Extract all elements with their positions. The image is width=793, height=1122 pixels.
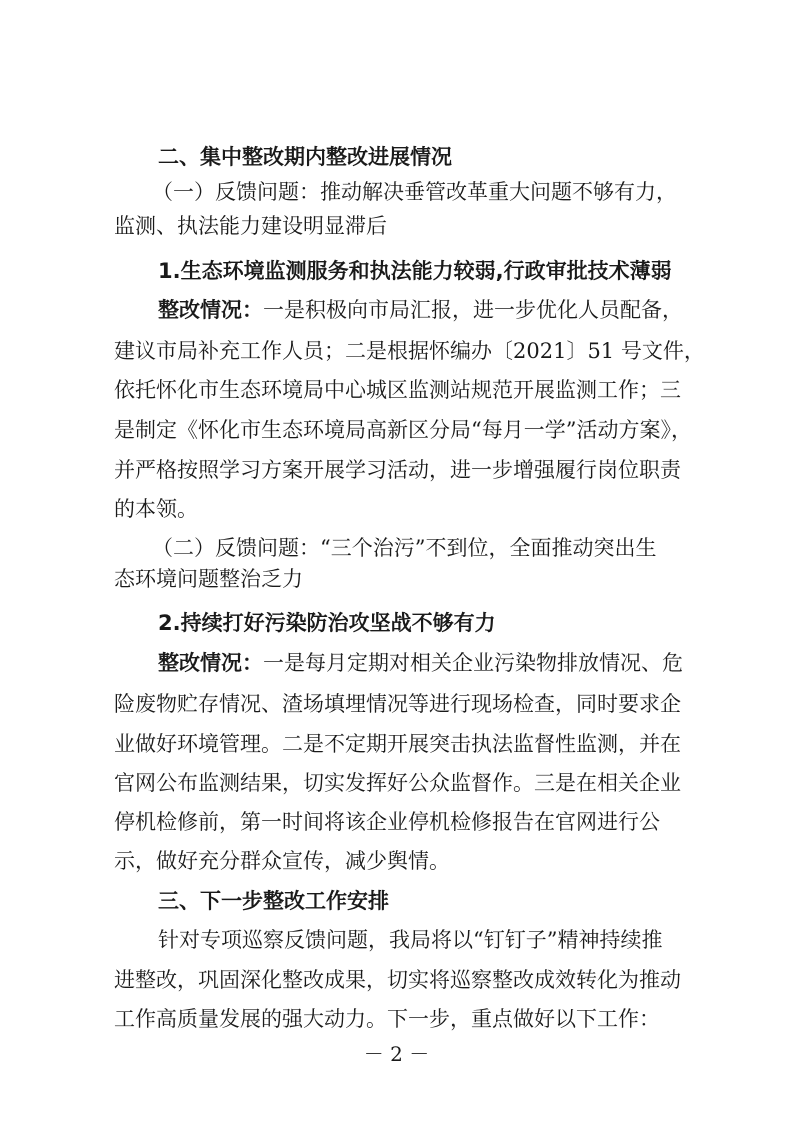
issue-title-line: 态环境问题整治乏力 bbox=[114, 567, 303, 591]
paragraph-line: 险废物贮存情况、渣场填埋情况等进行现场检查，同时要求企 bbox=[114, 692, 681, 716]
paragraph-line: 工作高质量发展的强大动力。下一步，重点做好以下工作： bbox=[114, 1007, 660, 1031]
section-heading: 二、集中整改期内整改进展情况 bbox=[158, 144, 452, 169]
paragraph-line: 是制定《怀化市生态环境局高新区分局“每月一学”活动方案》， bbox=[114, 418, 692, 442]
paragraph-line: 针对专项巡察反馈问题，我局将以“钉钉子”精神持续推 bbox=[158, 928, 663, 952]
paragraph-text: 一是积极向市局汇报，进一步优化人员配备， bbox=[263, 298, 683, 322]
page-number: － 2 － bbox=[363, 1042, 430, 1066]
item-label: 整改情况： bbox=[158, 298, 263, 322]
paragraph-line: 停机检修前，第一时间将该企业停机检修报告在官网进行公 bbox=[114, 810, 660, 834]
paragraph-line bbox=[0, 648, 793, 678]
paragraph-line: 官网公布监测结果，切实发挥好公众监督作。三是在相关企业 bbox=[114, 771, 681, 795]
issue-title-line: 监测、执法能力建设明显滞后 bbox=[114, 214, 387, 238]
paragraph-line bbox=[0, 295, 793, 325]
paragraph-line: 进整改，巩固深化整改成果，切实将巡察整改成效转化为推动 bbox=[114, 968, 681, 992]
issue-title-line: （二）反馈问题：“三个治污”不到位，全面推动突出生 bbox=[152, 536, 657, 560]
paragraph-line: 业做好环境管理。二是不定期开展突击执法监督性监测，并在 bbox=[114, 732, 681, 756]
item-title: 1.生态环境监测服务和执法能力较弱,行政审批技术薄弱 bbox=[158, 259, 672, 283]
paragraph-line: 并严格按照学习方案开展学习活动，进一步增强履行岗位职责 bbox=[114, 458, 681, 482]
section-heading: 三、下一步整改工作安排 bbox=[158, 888, 389, 913]
paragraph-line: 的本领。 bbox=[114, 497, 198, 521]
paragraph-line: 建议市局补充工作人员；二是根据怀编办〔2021〕51 号文件， bbox=[114, 339, 705, 363]
item-title: 2.持续打好污染防治攻坚战不够有力 bbox=[158, 611, 496, 635]
paragraph-line: 依托怀化市生态环境局中心城区监测站规范开展监测工作；三 bbox=[114, 378, 681, 402]
paragraph-text: 一是每月定期对相关企业污染物排放情况、危 bbox=[263, 651, 683, 675]
paragraph-line: 示，做好充分群众宣传，减少舆情。 bbox=[114, 849, 450, 873]
issue-title-line: （一）反馈问题：推动解决垂管改革重大问题不够有力， bbox=[152, 180, 677, 204]
item-label: 整改情况： bbox=[158, 651, 263, 675]
